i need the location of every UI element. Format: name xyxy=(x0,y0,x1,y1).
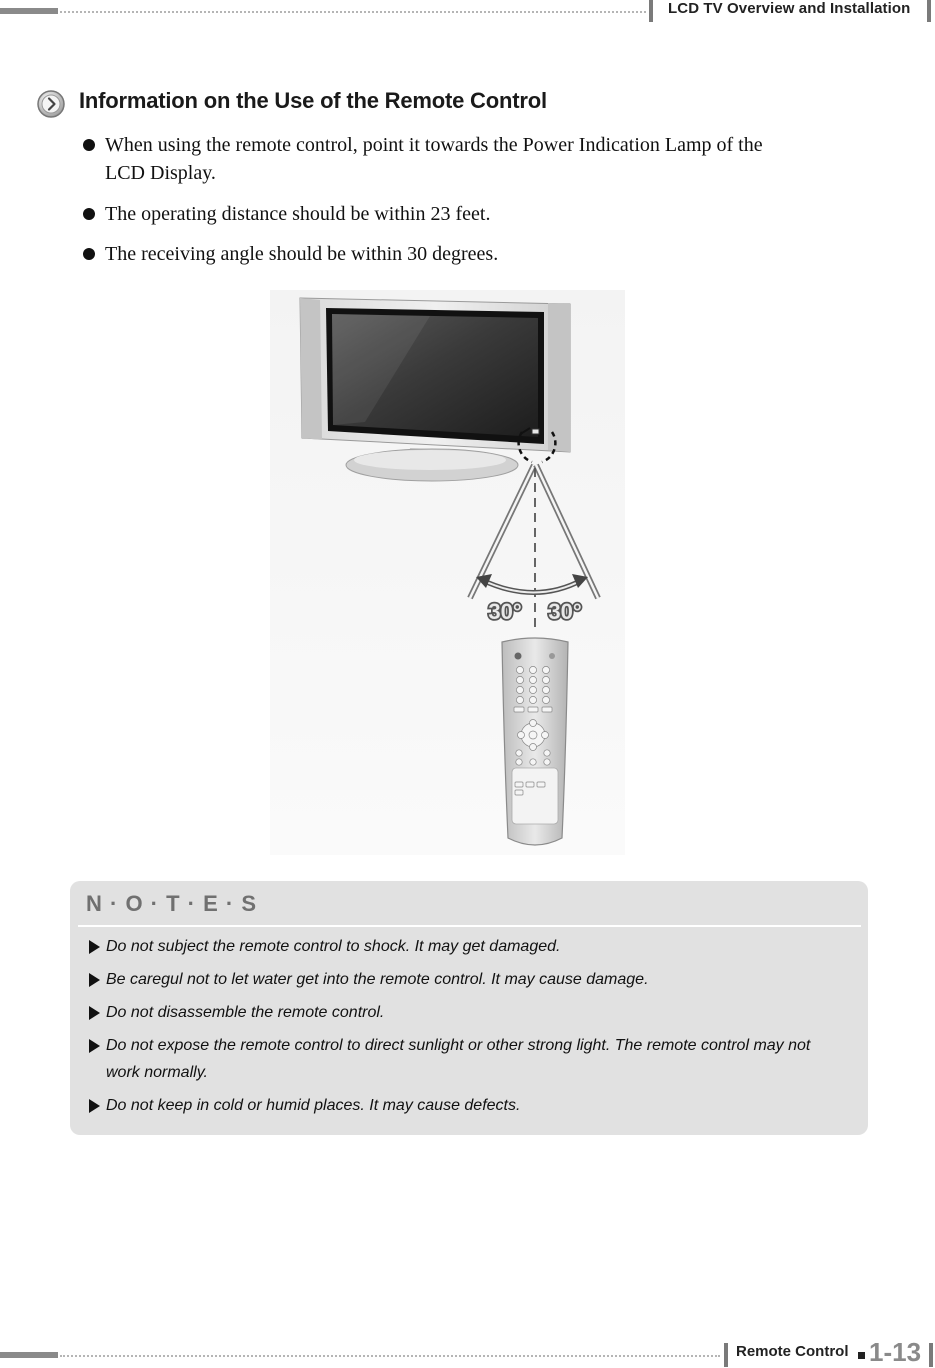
arrow-right-icon xyxy=(89,1006,100,1020)
footer-divider xyxy=(60,1355,720,1357)
notes-title: N · O · T · E · S xyxy=(86,891,257,916)
note-item: Do not expose the remote control to direct sunlight or other strong light. The remote control may not work normally. xyxy=(106,1037,811,1081)
arrow-right-icon xyxy=(89,940,100,954)
notes-divider xyxy=(78,925,861,927)
footer-bar xyxy=(0,1352,58,1358)
note-item: Do not subject the remote control to shock. It may get damaged. xyxy=(106,938,561,955)
footer-tick-left xyxy=(724,1343,728,1367)
note-item: Do not keep in cold or humid places. It may cause defects. xyxy=(106,1097,521,1114)
bullet-text: The receiving angle should be within 30 degrees. xyxy=(105,243,499,265)
arrow-right-icon xyxy=(89,1039,100,1053)
note-item: Do not disassemble the remote control. xyxy=(106,1004,385,1021)
header-tick-right xyxy=(927,0,931,22)
left-angle-label: 30° xyxy=(488,599,522,624)
section-title: Information on the Use of the Remote Control xyxy=(79,88,547,113)
chevron-right-icon xyxy=(37,90,65,118)
arrow-right-icon xyxy=(89,973,100,987)
footer-square-icon xyxy=(858,1352,865,1359)
arrow-right-icon xyxy=(89,1099,100,1113)
remote-angle-illustration xyxy=(270,290,625,855)
bullet-text: When using the remote control, point it towards the Power Indication Lamp of the LCD Display. xyxy=(105,134,763,184)
footer-tick-right xyxy=(929,1343,933,1367)
bullet-icon xyxy=(83,139,95,151)
right-angle-label: 30° xyxy=(548,599,582,624)
note-item: Be caregul not to let water get into the remote control. It may cause damage. xyxy=(106,971,649,988)
header-title: LCD TV Overview and Installation xyxy=(668,0,911,17)
page-number: 1-13 xyxy=(869,1337,922,1367)
bullet-text: The operating distance should be within 23 feet. xyxy=(105,203,491,225)
header-divider xyxy=(60,11,646,13)
footer-section-title: Remote Control xyxy=(736,1343,849,1360)
remote-control-image xyxy=(502,638,568,845)
bullet-icon xyxy=(83,248,95,260)
header-bar xyxy=(0,8,58,14)
bullet-icon xyxy=(83,208,95,220)
header-tick-left xyxy=(649,0,653,22)
